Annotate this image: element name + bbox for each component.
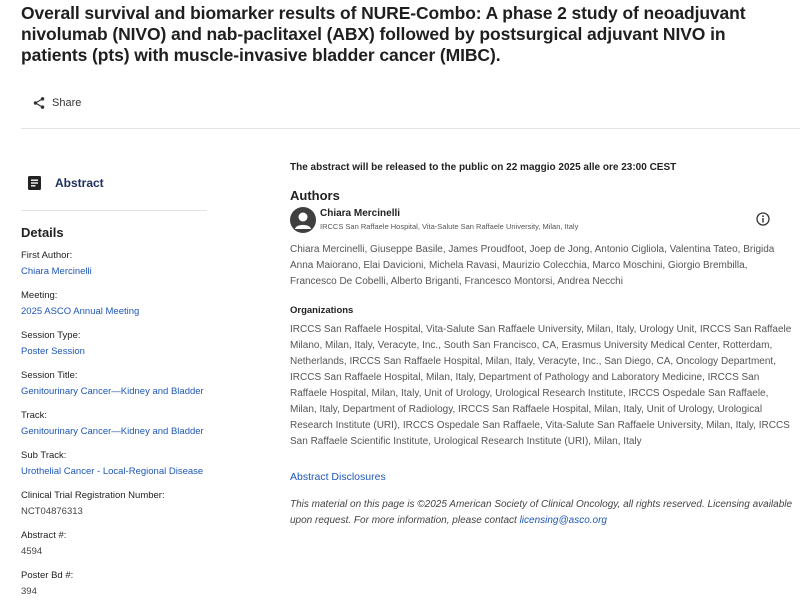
detail-label: Sub Track:	[21, 450, 67, 461]
licensing-email-link[interactable]: licensing@asco.org	[519, 515, 607, 526]
poster-board-value: 394	[21, 586, 37, 597]
first-author-name: Chiara Mercinelli	[320, 208, 401, 219]
abstract-tab[interactable]	[28, 176, 104, 190]
author-list: Chiara Mercinelli, Giuseppe Basile, James Proudfoot, Joep de Jong, Antonio Cigliola, Valentina Tateo, Brigida Anna Maiorano, Elai Davicioni, Michela Ravasi, Maurizio Colecchia, Marco Moschini, Giorgio Brembilla, Francesco De Cobelli, Alberto Briganti, Francesco Montorsi, Andrea Necchi	[290, 244, 775, 287]
sub-track-link[interactable]: Urothelial Cancer - Local-Regional Disease	[21, 466, 204, 477]
trial-registration-value: NCT04876313	[21, 506, 83, 517]
first-author-link[interactable]: Chiara Mercinelli	[21, 266, 92, 277]
track-link[interactable]: Genitourinary Cancer—Kidney and Bladder	[21, 426, 204, 437]
detail-label: Meeting:	[21, 290, 58, 301]
detail-label: Session Type:	[21, 330, 81, 341]
document-icon	[28, 176, 41, 190]
abstract-number-value: 4594	[21, 546, 43, 557]
detail-label: Track:	[21, 410, 48, 421]
share-label: Share	[52, 97, 82, 109]
release-notice: The abstract will be released to the public on 22 maggio 2025 alle ore 23:00 CEST	[290, 162, 677, 173]
detail-label: Clinical Trial Registration Number:	[21, 490, 165, 501]
detail-sub-track	[21, 450, 211, 490]
detail-label: First Author:	[21, 250, 73, 261]
details-heading: Details	[21, 225, 64, 240]
authors-heading: Authors	[290, 188, 340, 203]
copyright-text: This material on this page is ©2025 American Society of Clinical Oncology, all rights reserved. Licensing available upon request. For more information, please contact	[290, 499, 793, 526]
user-avatar-icon	[290, 207, 316, 233]
detail-label: Poster Bd #:	[21, 570, 74, 581]
detail-label: Session Title:	[21, 370, 78, 381]
first-author-affiliation: IRCCS San Raffaele Hospital, Vita-Salute San Raffaele University, Milan, Italy	[320, 222, 579, 231]
meeting-link[interactable]: 2025 ASCO Annual Meeting	[21, 306, 140, 317]
detail-session-type	[21, 330, 211, 370]
detail-track	[21, 410, 211, 450]
abstract-disclosures-link[interactable]: Abstract Disclosures	[290, 471, 386, 483]
session-type-link[interactable]: Poster Session	[21, 346, 85, 357]
share-icon	[32, 96, 46, 110]
details-list	[21, 250, 211, 607]
sidebar-divider	[21, 210, 207, 211]
detail-abstract-number	[21, 530, 211, 570]
header-divider	[21, 128, 800, 129]
copyright-notice	[290, 497, 795, 529]
organizations-text: IRCCS San Raffaele Hospital, Vita-Salute San Raffaele University, Milan, Italy, Urology Unit, IRCCS San Raffaele Milano, Milan, Italy, Veracyte, Inc., South San Francisco, CA, Erasmus University Medical Center, Rotterdam, Netherlands, IRCCS San Raffaele Hospital, Milan, Italy, Veracyte, Inc., San Diego, CA, Oncology Department, IRCCS San Raffaele Hospital, Milan, Italy, Department of Pathology and Laboratory Medicine, IRCCS San Raffaele Hospital, Milan, Italy, Unit of Urology, Urological Research Institute, IRCCS Ospedale San Raffaele, Milan, Italy, Department of Radiology, IRCCS San Raffaele Hospital, Milan, Italy, Unit of Urology, Urological Research Institute (URI), IRCCS Ospedale San Raffaele, Vita-Salute San Raffaele University, Milan, Italy, IRCCS San Raffaele Scientific Institute, Urological Research Institute (URI), Milan, Italy	[290, 324, 792, 447]
organizations-heading: Organizations	[290, 305, 354, 316]
detail-meeting	[21, 290, 211, 330]
detail-poster-board	[21, 570, 211, 607]
detail-first-author	[21, 250, 211, 290]
share-button[interactable]	[32, 96, 81, 110]
detail-trial-registration	[21, 490, 211, 530]
page-title: Overall survival and biomarker results of NURE-Combo: A phase 2 study of neoadjuvant nivolumab (NIVO) and nab-paclitaxel (ABX) followed by postsurgical adjuvant NIVO in patients (pts) with muscle-invasive bladder cancer (MIBC).	[21, 3, 746, 65]
detail-label: Abstract #:	[21, 530, 67, 541]
abstract-tab-label: Abstract	[55, 176, 104, 190]
detail-session-title	[21, 370, 211, 410]
session-title-link[interactable]: Genitourinary Cancer—Kidney and Bladder	[21, 386, 204, 397]
info-icon[interactable]	[756, 212, 770, 231]
